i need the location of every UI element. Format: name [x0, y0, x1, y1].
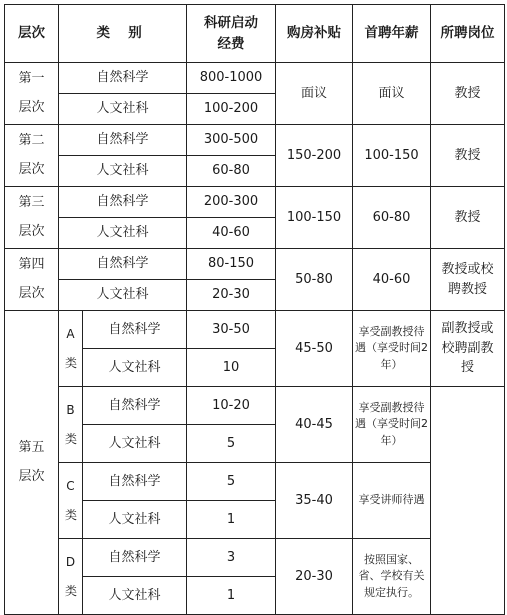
subject-science: 自然科学: [83, 311, 187, 349]
salary-value: 面议: [353, 63, 431, 125]
level-label: 第三层次: [5, 187, 59, 249]
funding-value: 20-30: [187, 280, 276, 311]
header-funding: 科研启动经费: [187, 5, 276, 63]
salary-value: 100-150: [353, 125, 431, 187]
funding-value: 30-50: [187, 311, 276, 349]
housing-value: 40-45: [276, 387, 353, 463]
funding-value: 5: [187, 425, 276, 463]
header-category: 类 别: [59, 5, 187, 63]
position-value: 教授或校聘教授: [431, 249, 505, 311]
salary-value: 享受讲师待遇: [353, 463, 431, 539]
table-row: [5, 539, 505, 577]
header-salary: 首聘年薪: [353, 5, 431, 63]
funding-value: 40-60: [187, 218, 276, 249]
level-label: 第四层次: [5, 249, 59, 311]
subject-humanities: 人文社科: [83, 577, 187, 615]
funding-value: 1: [187, 577, 276, 615]
table-row: [5, 463, 505, 501]
position-value: 教授: [431, 125, 505, 187]
salary-value: 按照国家、省、学校有关规定执行。: [353, 539, 431, 615]
level-label: 第一层次: [5, 63, 59, 125]
funding-value: 3: [187, 539, 276, 577]
funding-value: 1: [187, 501, 276, 539]
subject-science: 自然科学: [59, 63, 187, 94]
subject-science: 自然科学: [59, 249, 187, 280]
table-row: [5, 125, 505, 156]
funding-value: 200-300: [187, 187, 276, 218]
recruitment-benefits-table: [4, 4, 505, 615]
subject-science: 自然科学: [83, 387, 187, 425]
position-value: 副教授或校聘副教授: [431, 311, 505, 387]
housing-value: 面议: [276, 63, 353, 125]
subject-science: 自然科学: [83, 463, 187, 501]
level-label: 第二层次: [5, 125, 59, 187]
subject-humanities: 人文社科: [59, 280, 187, 311]
subject-science: 自然科学: [83, 539, 187, 577]
subject-humanities: 人文社科: [59, 218, 187, 249]
table-row: [5, 387, 505, 425]
funding-value: 800-1000: [187, 63, 276, 94]
housing-value: 35-40: [276, 463, 353, 539]
table-row: [5, 249, 505, 280]
position-value: 教授: [431, 187, 505, 249]
subject-humanities: 人文社科: [83, 349, 187, 387]
header-housing: 购房补贴: [276, 5, 353, 63]
header-level: 层次: [5, 5, 59, 63]
class-label: B类: [59, 387, 83, 463]
funding-value: 60-80: [187, 156, 276, 187]
housing-value: 50-80: [276, 249, 353, 311]
housing-value: 100-150: [276, 187, 353, 249]
header-position: 所聘岗位: [431, 5, 505, 63]
funding-value: 10-20: [187, 387, 276, 425]
class-label: C类: [59, 463, 83, 539]
housing-value: 45-50: [276, 311, 353, 387]
funding-value: 5: [187, 463, 276, 501]
funding-value: 80-150: [187, 249, 276, 280]
header-row: [5, 5, 505, 63]
funding-value: 100-200: [187, 94, 276, 125]
table-row: [5, 63, 505, 94]
position-value-blank: [431, 387, 505, 615]
position-value: 教授: [431, 63, 505, 125]
subject-humanities: 人文社科: [83, 425, 187, 463]
class-label: D类: [59, 539, 83, 615]
salary-value: 60-80: [353, 187, 431, 249]
funding-value: 300-500: [187, 125, 276, 156]
subject-humanities: 人文社科: [83, 501, 187, 539]
class-label: A类: [59, 311, 83, 387]
funding-value: 10: [187, 349, 276, 387]
housing-value: 150-200: [276, 125, 353, 187]
salary-value: 享受副教授待遇（享受时间2年）: [353, 387, 431, 463]
subject-humanities: 人文社科: [59, 156, 187, 187]
table-row: [5, 311, 505, 349]
level-label: 第五层次: [5, 311, 59, 615]
table-row: [5, 187, 505, 218]
subject-science: 自然科学: [59, 125, 187, 156]
subject-humanities: 人文社科: [59, 94, 187, 125]
salary-value: 享受副教授待遇（享受时间2年）: [353, 311, 431, 387]
housing-value: 20-30: [276, 539, 353, 615]
subject-science: 自然科学: [59, 187, 187, 218]
salary-value: 40-60: [353, 249, 431, 311]
